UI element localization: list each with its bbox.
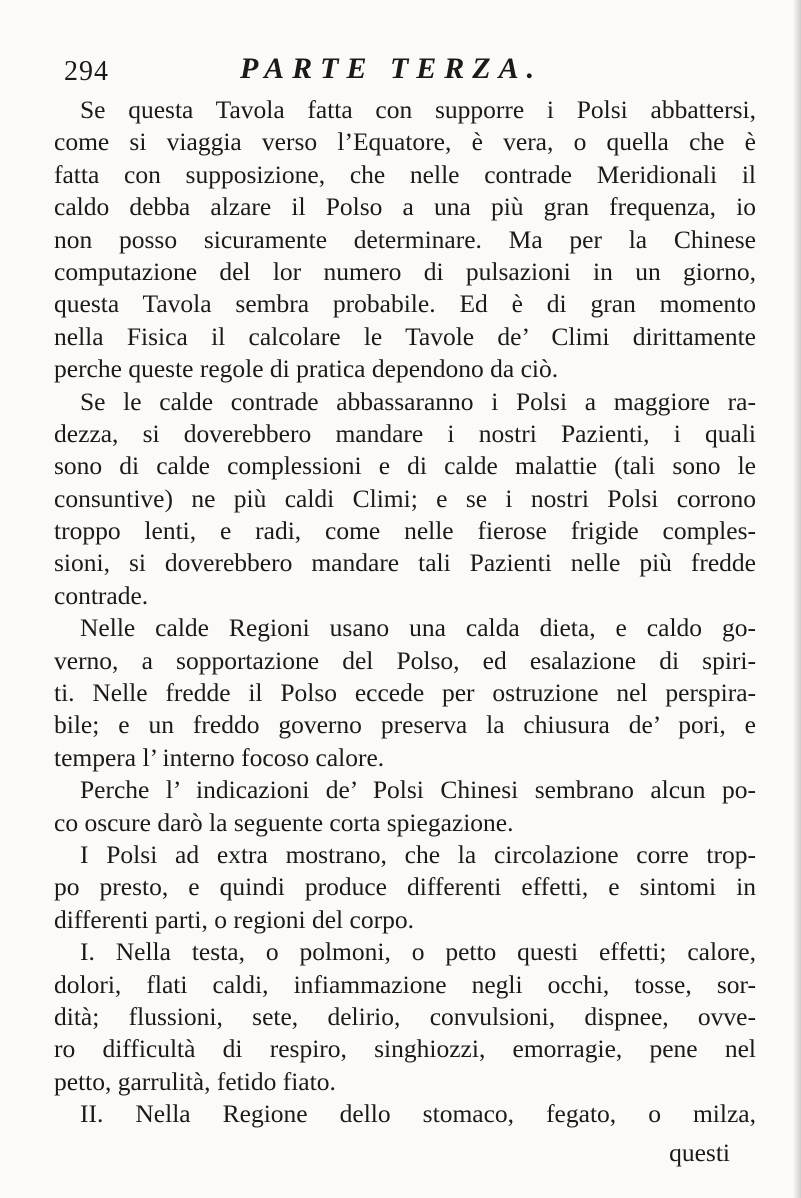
body-text (54, 94, 756, 1131)
text-line: computazione del lor numero di pulsazioni in un giorno, (54, 256, 756, 286)
text-line: contrade. (54, 580, 149, 610)
text-line: Nelle calde Regioni usano una calda dieta, e caldo go- (80, 613, 756, 643)
text-line: co oscure darò la seguente corta spiegazione. (54, 807, 514, 837)
text-line: sono di calde complessioni e di calde malattie (tali sono le (54, 451, 756, 481)
page-edge-shadow (793, 0, 801, 1198)
text-line: troppo lenti, e radi, come nelle fierose frigide comples- (54, 516, 756, 546)
text-line: II. Nella Regione dello stomaco, fegato, o milza, (80, 1099, 756, 1129)
text-line: Se le calde contrade abbassaranno i Polsi a maggiore ra- (80, 386, 756, 416)
text-line: bile; e un freddo governo preserva la chiusura de’ pori, e (54, 710, 756, 740)
text-line: Se questa Tavola fatta con supporre i Polsi abbattersi, (80, 95, 756, 124)
text-line: dità; flussioni, sete, delirio, convulsioni, dispnee, ovve- (54, 1001, 756, 1031)
text-line: verno, a sopportazione del Polso, ed esalazione di spiri- (54, 645, 756, 675)
text-line: nella Fisica il calcolare le Tavole de’ Climi dirittamente (54, 321, 756, 351)
text-line: I. Nella testa, o polmoni, o petto questi effetti; calore, (80, 937, 756, 967)
text-line: petto, garrulità, fetido fiato. (54, 1066, 336, 1096)
text-line: come si viaggia verso l’Equatore, è vera, o quella che è (54, 127, 756, 157)
text-line: fatta con supposizione, che nelle contrade Meridionali il (54, 159, 756, 189)
text-line: sioni, si doverebbero mandare tali Pazienti nelle più fredde (54, 548, 756, 578)
catchword: questi (669, 1138, 730, 1167)
text-line: consuntive) ne più caldi Climi; e se i nostri Polsi corrono (54, 483, 756, 513)
text-line: questa Tavola sembra probabile. Ed è di gran momento (54, 289, 756, 319)
text-line: non posso sicuramente determinare. Ma per la Chinese (54, 224, 756, 254)
text-line: caldo debba alzare il Polso a una più gran frequenza, io (54, 192, 756, 222)
text-line: ti. Nelle fredde il Polso eccede per ostruzione nel perspira- (54, 678, 756, 708)
text-line: po presto, e quindi produce differenti effetti, e sintomi in (54, 872, 756, 902)
text-line: Perche l’ indicazioni de’ Polsi Chinesi sembrano alcun po- (80, 775, 756, 805)
text-line: dezza, si doverebbero mandare i nostri Pazienti, i quali (54, 418, 756, 448)
text-line: differenti parti, o regioni del corpo. (54, 904, 414, 934)
text-line: ro difficultà di respiro, singhiozzi, emorragie, pene nel (54, 1034, 756, 1064)
page-number: 294 (64, 56, 109, 87)
text-line: I Polsi ad extra mostrano, che la circolazione corre trop- (80, 839, 756, 869)
text-line: dolori, flati caldi, infiammazione negli occhi, tosse, sor- (54, 969, 756, 999)
text-line: perche queste regole di pratica dependono da ciò. (54, 354, 559, 384)
page-header (64, 48, 744, 96)
text-line: tempera l’ interno focoso calore. (54, 742, 385, 772)
running-head: PARTE TERZA. (240, 52, 543, 85)
